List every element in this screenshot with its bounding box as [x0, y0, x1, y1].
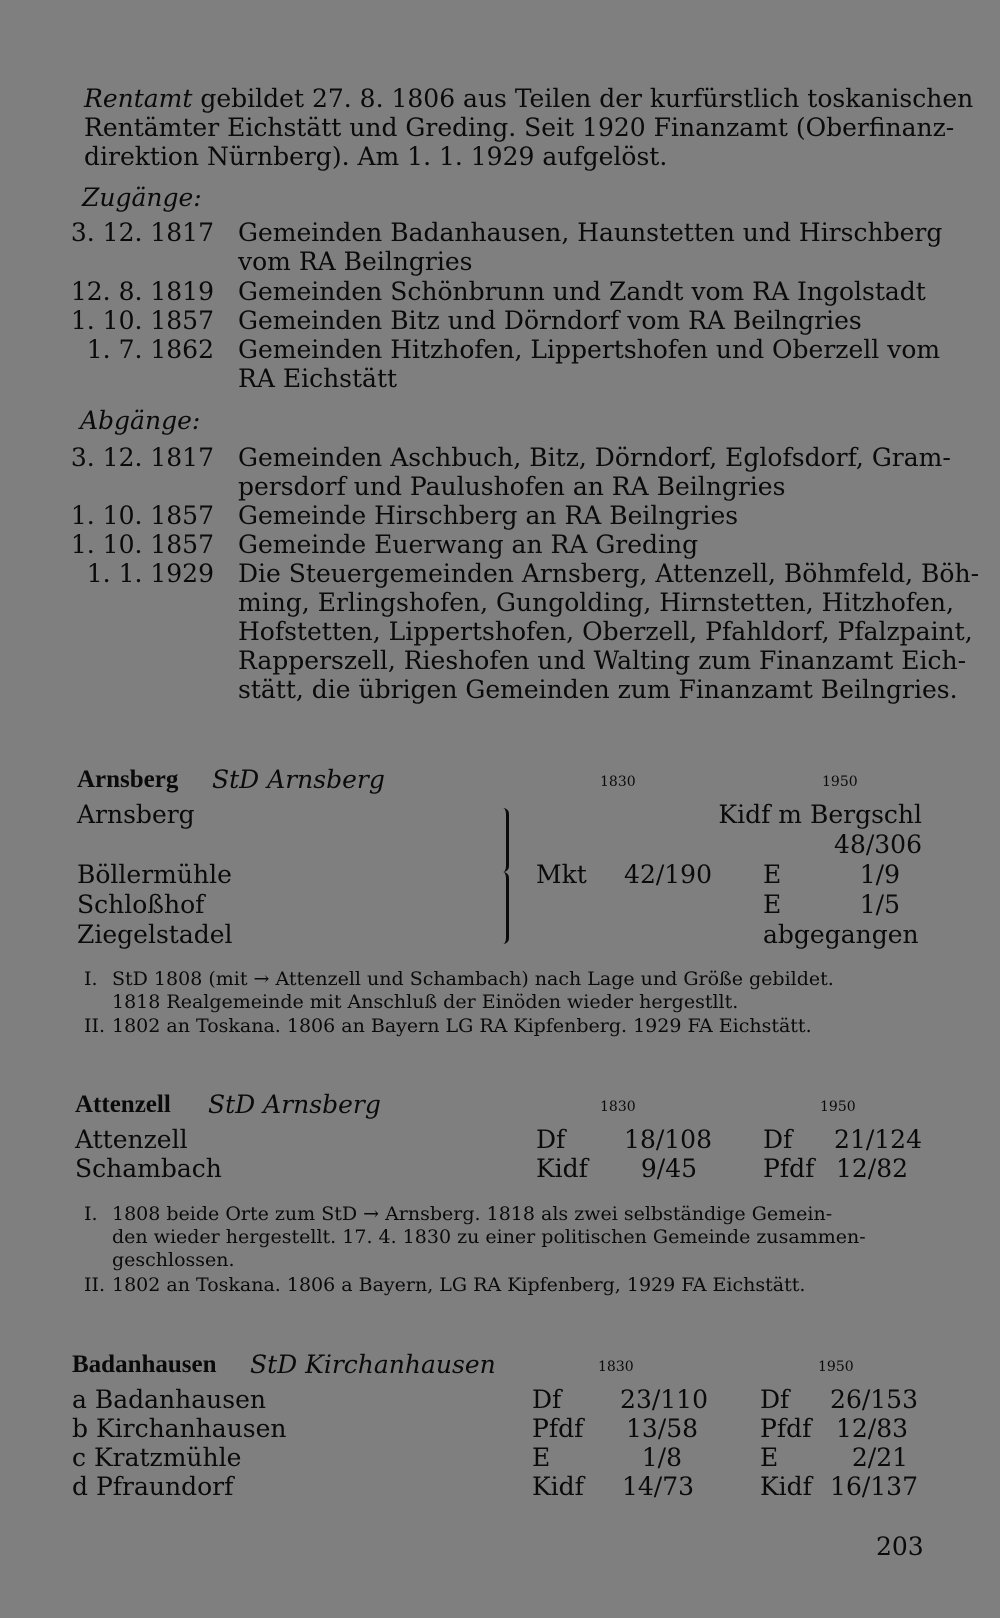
- intro-line-1: [84, 84, 973, 114]
- attenzell-type-1830: Df: [536, 1125, 566, 1154]
- abgang-text: Gemeinden Aschbuch, Bitz, Dörndorf, Eglofsdorf, Gram-: [238, 443, 951, 472]
- attenzell-type-1950: Pfdf: [763, 1154, 815, 1183]
- attenzell-value-1950: 12/82: [835, 1154, 908, 1183]
- attenzell-note-label: II.: [84, 1274, 106, 1296]
- intro-line-2: Rentämter Eichstätt und Greding. Seit 1920 Finanzamt (Oberfinanz-: [84, 113, 955, 142]
- badanhausen-value-1830: 23/110: [620, 1385, 708, 1414]
- badanhausen-type-1830: Kidf: [532, 1472, 584, 1501]
- abgang-date: 1. 1. 1929: [86, 559, 214, 588]
- attenzell-place: Attenzell: [75, 1125, 188, 1154]
- attenzell-note-label: I.: [84, 1203, 98, 1225]
- arnsberg-note-label: I.: [84, 968, 98, 990]
- arnsberg-place: Ziegelstadel: [77, 920, 233, 949]
- abgang-text: Hofstetten, Lippertshofen, Oberzell, Pfahldorf, Pfalzpaint,: [238, 617, 973, 646]
- attenzell-year-1830: 1830: [600, 1099, 636, 1115]
- arnsberg-note-label: II.: [84, 1015, 106, 1037]
- zugang-date: 1. 7. 1862: [86, 335, 214, 364]
- badanhausen-value-1830: 14/73: [621, 1472, 694, 1501]
- attenzell-value-1830: 9/45: [640, 1154, 697, 1183]
- arnsberg-1950-value: 48/306: [834, 830, 922, 859]
- badanhausen-type-1950: Kidf: [760, 1472, 812, 1501]
- zugang-text: RA Eichstätt: [238, 364, 398, 393]
- badanhausen-place: d Pfraundorf: [72, 1472, 234, 1501]
- abgaenge-heading: Abgänge:: [80, 406, 201, 435]
- arnsberg-note-line: StD 1808 (mit → Attenzell und Schambach) nach Lage und Größe gebildet.: [112, 968, 834, 990]
- arnsberg-year-1830: 1830: [600, 774, 636, 790]
- page-number: 203: [876, 1532, 924, 1561]
- zugang-date: 3. 12. 1817: [70, 218, 214, 247]
- abgang-text: Die Steuergemeinden Arnsberg, Attenzell, Böhmfeld, Böh-: [238, 559, 980, 588]
- badanhausen-year-1950: 1950: [818, 1359, 854, 1375]
- abgang-text: persdorf und Paulushofen an RA Beilngries: [238, 472, 786, 501]
- abgang-date: 1. 10. 1857: [70, 501, 214, 530]
- zugaenge-heading: Zugänge:: [82, 183, 202, 212]
- brace-bottom: [498, 872, 509, 944]
- zugang-text: Gemeinden Schönbrunn und Zandt vom RA Ingolstadt: [238, 277, 926, 306]
- abgang-date: 1. 10. 1857: [70, 530, 214, 559]
- arnsberg-1950-type: Kidf m Bergschl: [718, 800, 922, 829]
- arnsberg-note-line: 1802 an Toskana. 1806 an Bayern LG RA Kipfenberg. 1929 FA Eichstätt.: [112, 1015, 812, 1037]
- intro-text: gebildet 27. 8. 1806 aus Teilen der kurfürstlich toskanischen: [192, 84, 974, 113]
- attenzell-note-line: den wieder hergestellt. 17. 4. 1830 zu einer politischen Gemeinde zusammen-: [112, 1226, 866, 1248]
- arnsberg-type-1830: Mkt: [536, 860, 587, 889]
- arnsberg-place: Schloßhof: [77, 890, 205, 919]
- attenzell-name: Attenzell: [75, 1091, 171, 1118]
- arnsberg-1950-type: E: [763, 860, 782, 889]
- abgang-text: Gemeinde Euerwang an RA Greding: [238, 530, 699, 559]
- arnsberg-place: Arnsberg: [77, 800, 195, 829]
- arnsberg-1950-type: E: [763, 890, 782, 919]
- badanhausen-value-1950: 26/153: [830, 1385, 918, 1414]
- abgang-text: ming, Erlingshofen, Gungolding, Hirnstetten, Hitzhofen,: [238, 588, 954, 617]
- arnsberg-std: StD Arnsberg: [212, 765, 385, 794]
- zugang-date: 12. 8. 1819: [70, 277, 214, 306]
- badanhausen-type-1950: E: [760, 1443, 779, 1472]
- zugang-text: Gemeinden Badanhausen, Haunstetten und Hirschberg: [238, 218, 943, 247]
- attenzell-place: Schambach: [75, 1154, 222, 1183]
- zugang-date: 1. 10. 1857: [70, 306, 214, 335]
- arnsberg-place: Böllermühle: [77, 860, 232, 889]
- abgang-text: stätt, die übrigen Gemeinden zum Finanzamt Beilngries.: [238, 675, 958, 704]
- arnsberg-1950-value: 1/9: [859, 860, 900, 889]
- intro-italic: Rentamt: [84, 84, 193, 113]
- attenzell-std: StD Arnsberg: [208, 1090, 381, 1119]
- badanhausen-place: c Kratzmühle: [72, 1443, 242, 1472]
- badanhausen-std: StD Kirchanhausen: [250, 1350, 496, 1379]
- badanhausen-value-1950: 2/21: [851, 1443, 908, 1472]
- badanhausen-value-1830: 1/8: [641, 1443, 682, 1472]
- arnsberg-name: Arnsberg: [77, 766, 179, 793]
- attenzell-value-1950: 21/124: [834, 1125, 922, 1154]
- arnsberg-note-line: 1818 Realgemeinde mit Anschluß der Einöden wieder hergestllt.: [112, 991, 739, 1013]
- badanhausen-type-1830: E: [532, 1443, 551, 1472]
- abgang-text: Gemeinde Hirschberg an RA Beilngries: [238, 501, 739, 530]
- zugang-text: Gemeinden Hitzhofen, Lippertshofen und Oberzell vom: [238, 335, 941, 364]
- badanhausen-type-1950: Pfdf: [760, 1414, 812, 1443]
- badanhausen-place: a Badanhausen: [72, 1385, 266, 1414]
- badanhausen-year-1830: 1830: [598, 1359, 634, 1375]
- badanhausen-name: Badanhausen: [72, 1351, 217, 1378]
- attenzell-note-line: 1802 an Toskana. 1806 a Bayern, LG RA Kipfenberg, 1929 FA Eichstätt.: [112, 1274, 806, 1296]
- badanhausen-place: b Kirchanhausen: [72, 1414, 287, 1443]
- badanhausen-value-1830: 13/58: [625, 1414, 698, 1443]
- badanhausen-type-1830: Df: [532, 1385, 562, 1414]
- attenzell-note-line: 1808 beide Orte zum StD → Arnsberg. 1818 als zwei selbständige Gemein-: [112, 1203, 833, 1225]
- zugang-text: Gemeinden Bitz und Dörndorf vom RA Beilngries: [238, 306, 862, 335]
- arnsberg-year-1950: 1950: [822, 774, 858, 790]
- badanhausen-type-1830: Pfdf: [532, 1414, 584, 1443]
- attenzell-note-line: geschlossen.: [112, 1249, 235, 1271]
- attenzell-year-1950: 1950: [820, 1099, 856, 1115]
- arnsberg-1950-value: 1/5: [859, 890, 900, 919]
- abgang-text: Rapperszell, Rieshofen und Walting zum Finanzamt Eich-: [238, 646, 967, 675]
- zugang-text: vom RA Beilngries: [238, 247, 473, 276]
- intro-line-3: direktion Nürnberg). Am 1. 1. 1929 aufgelöst.: [84, 142, 668, 171]
- arnsberg-value-1830: 42/190: [624, 860, 712, 889]
- badanhausen-value-1950: 16/137: [830, 1472, 918, 1501]
- badanhausen-type-1950: Df: [760, 1385, 790, 1414]
- attenzell-type-1950: Df: [763, 1125, 793, 1154]
- attenzell-value-1830: 18/108: [624, 1125, 712, 1154]
- arnsberg-1950-type: abgegangen: [763, 920, 919, 949]
- brace-top: [498, 808, 509, 872]
- abgang-date: 3. 12. 1817: [70, 443, 214, 472]
- badanhausen-value-1950: 12/83: [835, 1414, 908, 1443]
- attenzell-type-1830: Kidf: [536, 1154, 588, 1183]
